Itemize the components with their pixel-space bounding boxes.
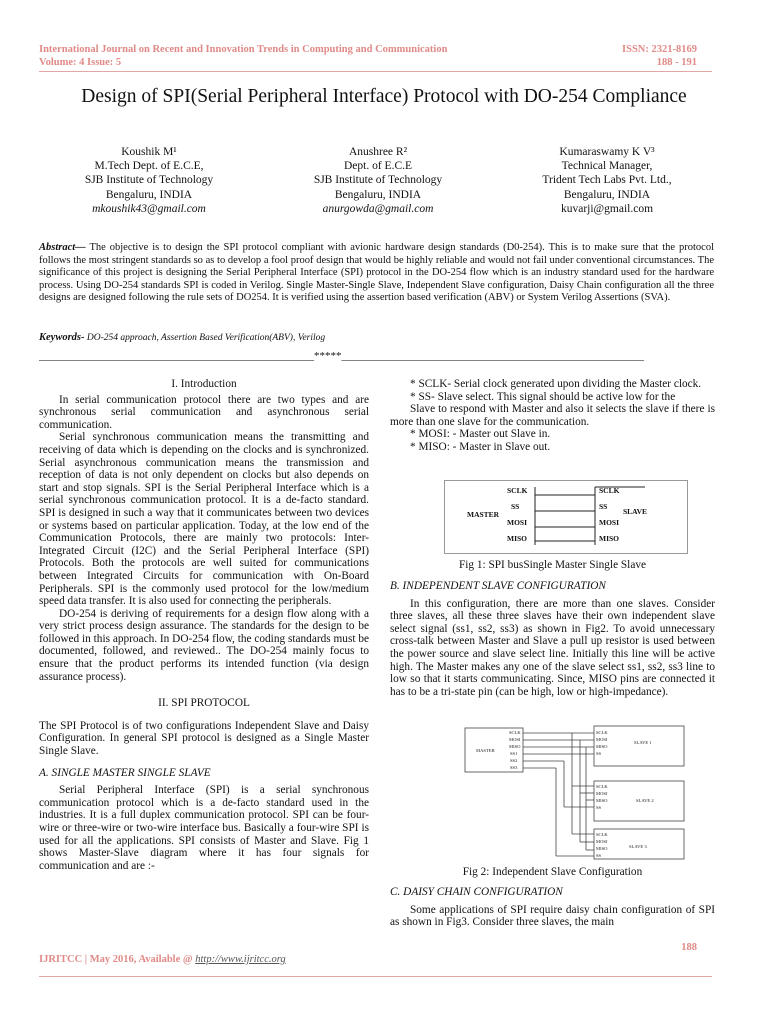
- fig2-master-pin-ss1: SS1: [510, 751, 518, 756]
- author-email[interactable]: kuvarji@gmail.com: [560, 202, 654, 215]
- abstract-label: Abstract—: [39, 242, 86, 253]
- fig2-s1-miso: MISO: [596, 744, 608, 749]
- bullet-miso: * MISO: - Master in Slave out.: [410, 440, 551, 453]
- fig2-s2-mosi: MOSI: [596, 791, 608, 796]
- subsection-b-heading: B. INDEPENDENT SLAVE CONFIGURATION: [390, 580, 606, 592]
- bullet-ss: * SS- Slave select. This signal should be active low for the: [410, 390, 676, 403]
- fig2-master-pin-miso: MISO: [509, 744, 521, 749]
- figure-2-independent-slave: [464, 724, 686, 860]
- author-org: SJB Institute of Technology: [313, 174, 443, 187]
- fig1-slave-ss: SS: [599, 502, 608, 511]
- author-dept: Dept. of E.C.E: [343, 160, 413, 173]
- author-1: [39, 145, 259, 216]
- journal-issn-block: [622, 43, 697, 69]
- journal-header: [39, 43, 447, 69]
- keywords: [39, 332, 325, 343]
- paper-title: Design of SPI(Serial Peripheral Interface) Protocol with DO-254 Compliance: [81, 86, 687, 107]
- journal-name: International Journal on Recent and Innovation Trends in Computing and Communication: [39, 44, 448, 55]
- footer-link[interactable]: http://www.ijritcc.org: [195, 954, 286, 965]
- fig2-slave1-label: SLAVE 1: [634, 740, 652, 745]
- journal-volume: Volume: 4 Issue: 5: [39, 57, 122, 68]
- author-email[interactable]: mkoushik43@gmail.com: [92, 202, 206, 215]
- fig2-master-pin-sclk: SCLK: [509, 730, 521, 735]
- fig1-master-sclk: SCLK: [507, 486, 528, 495]
- author-email[interactable]: anurgowda@gmail.com: [322, 202, 434, 215]
- independent-slave-paragraph: In this configuration, there are more than one slaves. Consider three slaves, all these three slaves have their own independent slave select signal (ss1, ss2, ss3) as shown in Fig2. To avoid unnecessary cross-talk between Master and Slave a pull up resistor is used between the power source and slave select line. Initially this line will be active high. The Master makes any one of the slave select ss1, ss2, ss3 line to low so that it starts communicating. Since, MISO pins are connected it has to be a tri-state pin (can be high, low or high-impedance).: [390, 597, 715, 698]
- spi-paragraph-2: Serial Peripheral Interface (SPI) is a serial synchronous communication protocol which is a de-facto standard used in the industries. It is a full duplex communication protocol. SPI can be four-wire or three-wire or two-wire interface bus. Basically a four-wire SPI is used for all the applications. SPI consists of Master and Slave. Fig 1 shows Master-Slave diagram where it has four signals for communication and are :-: [39, 784, 369, 872]
- figure-1-caption: Fig 1: SPI busSingle Master Single Slave: [458, 559, 647, 571]
- section-spi-protocol-heading: II. SPI PROTOCOL: [158, 697, 250, 710]
- fig2-s2-ss: SS: [596, 805, 602, 810]
- section-introduction-heading: I. Introduction: [171, 378, 237, 390]
- fig1-master-label: MASTER: [467, 510, 500, 519]
- fig2-slave3-label: SLAVE 3: [629, 844, 647, 849]
- right-column-top: [390, 378, 715, 454]
- author-org: Trident Tech Labs Pvt. Ltd.,: [542, 174, 672, 187]
- fig1-slave-mosi: MOSI: [599, 518, 620, 527]
- author-dept: M.Tech Dept. of E.C.E,: [94, 160, 204, 173]
- right-column-middle: [390, 580, 715, 698]
- fig2-s3-mosi: MOSI: [596, 839, 608, 844]
- author-org: SJB Institute of Technology: [84, 174, 214, 187]
- journal-pages: 188 - 191: [656, 57, 697, 68]
- footer-divider: [39, 976, 712, 977]
- fig1-slave-sclk: SCLK: [599, 486, 620, 495]
- journal-issn: ISSN: 2321-8169: [622, 44, 697, 55]
- header-divider: [39, 71, 712, 72]
- fig2-master-pin-mosi: MOSI: [509, 737, 521, 742]
- author-name: Kumaraswamy K V³: [559, 146, 655, 158]
- fig2-s1-sclk: SCLK: [596, 730, 608, 735]
- fig2-slave2-label: SLAVE 2: [636, 798, 654, 803]
- bullet-ss-cont: Slave to respond with Master and also it selects the slave if there is more than one slave for the communication.: [390, 403, 715, 428]
- bullet-sclk: * SCLK- Serial clock generated upon dividing the Master clock.: [410, 378, 702, 390]
- fig2-s1-mosi: MOSI: [596, 737, 608, 742]
- author-name: Koushik M¹: [121, 146, 177, 158]
- intro-paragraph-2: Serial synchronous communication means the transmitting and receiving of data which is depending on the clocks and is synchronized. Serial asynchronous communication means the transmission and reception of data is not only dependent on clocks but also depends on start and stop signals. SPI is the Serial Peripheral Interface which is a serial synchronous communication protocol. It is a de-facto standard. SPI is designed in such a way that it communicates between two devices or systems based on particular application. Today, at the low end of the Communication Protocols, there are mainly two protocols: Inter- Integrated Circuit (I2C) and the Serial Peripheral Interface (SPI) Protocols. Both the protocols are well suited for communications between Integrated Circuits for communication with On-Board Peripherals. SPI is the commonly used protocol for the low/medium speed data transfer. It is also used for connecting the peripherals.: [39, 431, 369, 608]
- subsection-c-heading: C. DAISY CHAIN CONFIGURATION: [390, 886, 563, 898]
- abstract-text: The objective is to design the SPI protocol compliant with avionic hardware design standards (D0-254). This is to make sure that the protocol follows the most stringent standards so as to develop a fool proof design that would be highly reliable and would not fail under conventional circumstances. The significance of this project is designing the Serial Peripheral Interface (SPI) protocol in the DO-254 flow which is an industry standard used for the hardware process. Using DO-254 standards SPI is coded in Verilog. Single Master-Single Slave, Independent Slave configuration, Daisy Chain configuration all the three designs are designed following the rule sets of DO254. It is verified using the assertion based verification (ABV) or System Verilog Assertions (SVA).: [39, 242, 714, 304]
- fig2-s3-sclk: SCLK: [596, 832, 608, 837]
- intro-paragraph-3: DO-254 is deriving of requirements for a design flow along with a very strict process design assurance. The standards for the design to be followed in this approach. In DO-254 flow, the coding standards must be documented, followed, and reviewed.. The DO-254 mainly focus to ensure that the product performs its intended function (via design assurance process).: [39, 607, 369, 683]
- spi-paragraph-1: The SPI Protocol is of two configurations Independent Slave and Daisy Configuration. In general SPI protocol is designed as a Single Master Single Slave.: [39, 719, 369, 758]
- figure-1-spi-bus: [444, 480, 688, 554]
- footer: [39, 954, 286, 965]
- fig2-s3-miso: MISO: [596, 846, 608, 851]
- keywords-text: DO-254 approach, Assertion Based Verification(ABV), Verilog: [84, 333, 326, 343]
- fig2-master-label: MASTER: [476, 748, 495, 753]
- fig1-master-ss: SS: [511, 502, 520, 511]
- footer-text: IJRITCC | May 2016, Available @: [39, 954, 196, 965]
- fig2-s3-ss: SS: [596, 853, 602, 858]
- fig2-master-pin-ss2: SS2: [510, 758, 518, 763]
- fig2-master-pin-ss3: SS3: [510, 765, 518, 770]
- page-number: 188: [681, 942, 697, 953]
- author-city: Bengaluru, INDIA: [334, 188, 422, 201]
- fig1-slave-label: SLAVE: [623, 507, 648, 516]
- left-column: [39, 378, 369, 872]
- daisy-chain-paragraph: Some applications of SPI require daisy chain configuration of SPI as shown in Fig3. Consider three slaves, the main: [390, 903, 715, 929]
- fig2-s2-miso: MISO: [596, 798, 608, 803]
- intro-paragraph-1: In serial communication protocol there are two types and are synchronous serial communication and asynchronous serial communication.: [39, 393, 369, 431]
- section-separator: __________________________________________________*****_______________________________________________________: [39, 350, 644, 362]
- author-city: Bengaluru, INDIA: [563, 188, 651, 201]
- fig1-master-mosi: MOSI: [507, 518, 528, 527]
- author-2: [268, 145, 488, 216]
- author-3: [497, 145, 717, 216]
- fig2-s1-ss: SS: [596, 751, 602, 756]
- bullet-mosi: * MOSI: - Master out Slave in.: [410, 428, 551, 441]
- fig2-s2-sclk: SCLK: [596, 784, 608, 789]
- keywords-label: Keywords-: [39, 332, 85, 343]
- fig1-slave-miso: MISO: [599, 534, 620, 543]
- subsection-a-heading: A. SINGLE MASTER SINGLE SLAVE: [39, 766, 211, 779]
- fig1-master-miso: MISO: [507, 534, 528, 543]
- author-name: Anushree R²: [348, 146, 408, 158]
- figure-2-caption: Fig 2: Independent Slave Configuration: [462, 866, 643, 878]
- right-column-bottom: [390, 886, 715, 929]
- author-city: Bengaluru, INDIA: [105, 188, 193, 201]
- author-dept: Technical Manager,: [561, 160, 653, 173]
- abstract: [39, 242, 714, 305]
